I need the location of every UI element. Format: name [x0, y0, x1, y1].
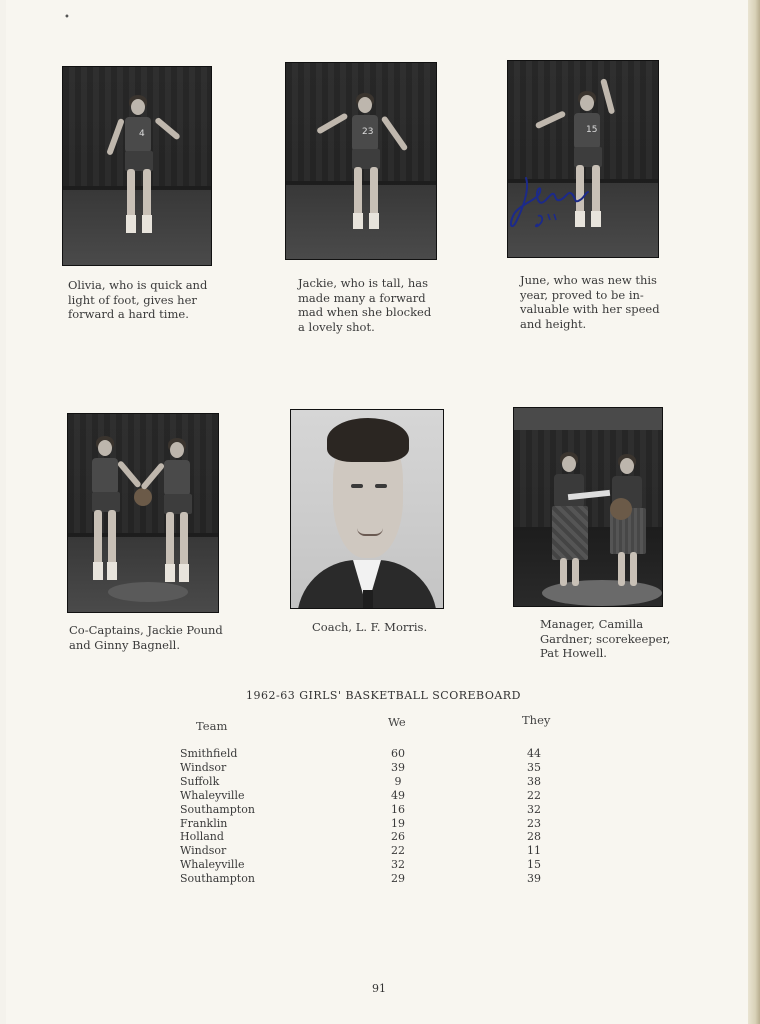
column-header-team: Team — [196, 719, 228, 733]
they-score-cell: 39 — [527, 872, 541, 886]
they-score-cell: 28 — [527, 830, 541, 844]
table-row — [0, 830, 760, 844]
caption-coach: Coach, L. F. Morris. — [312, 620, 428, 634]
they-score-cell: 35 — [527, 760, 541, 774]
they-score-cell: 23 — [527, 816, 541, 830]
table-row — [0, 775, 760, 789]
table-row — [0, 803, 760, 817]
team-cell: Windsor — [180, 844, 227, 858]
team-cell: Whaleyville — [180, 858, 245, 872]
basketball — [134, 488, 152, 506]
we-score-cell: 39 — [391, 760, 405, 774]
we-score-cell: 16 — [391, 802, 405, 816]
we-score-cell: 26 — [391, 830, 405, 844]
player-figure — [154, 438, 214, 598]
they-score-cell: 32 — [527, 802, 541, 816]
caption-co-captains: Co-Captains, Jackie Pound and Ginny Bagnell. — [69, 623, 223, 652]
team-cell: Southampton — [180, 872, 255, 886]
photo-co-captains — [67, 413, 219, 613]
we-score-cell: 60 — [391, 747, 405, 760]
we-score-cell: 22 — [391, 844, 405, 858]
column-header-they: They — [522, 713, 551, 727]
jersey-number: 15 — [586, 125, 598, 135]
manager-figure — [548, 452, 598, 602]
jersey-number: 4 — [139, 129, 145, 139]
table-row — [0, 761, 760, 775]
caption-manager: Manager, Camilla Gardner; scorekeeper, Pat Howell. — [540, 617, 671, 660]
we-score-cell: 19 — [391, 816, 405, 830]
table-row — [0, 817, 760, 831]
table-row — [0, 747, 760, 761]
caption-olivia: Olivia, who is quick and light of foot, gives her forward a hard time. — [68, 278, 208, 321]
we-score-cell: 32 — [391, 858, 405, 872]
they-score-cell: 11 — [527, 844, 541, 858]
team-cell: Suffolk — [180, 774, 220, 788]
table-row — [0, 858, 760, 872]
scoreboard-title: 1962-63 GIRLS' BASKETBALL SCOREBOARD — [246, 689, 521, 702]
we-score-cell: 49 — [391, 788, 405, 802]
photo-manager — [513, 407, 663, 607]
caption-jackie: Jackie, who is tall, has made many a forward mad when she blocked a lovely shot. — [298, 276, 432, 334]
team-cell: Windsor — [180, 760, 227, 774]
photo-olivia — [62, 66, 212, 266]
autograph-signature — [508, 170, 598, 240]
table-row — [0, 789, 760, 803]
photo-jackie — [285, 62, 437, 260]
caption-june: June, who was new this year, proved to be in-valuable with her speed and height. — [520, 273, 660, 331]
column-header-we: We — [388, 715, 406, 729]
they-score-cell: 38 — [527, 774, 541, 788]
scorekeeper-figure — [606, 454, 656, 604]
they-score-cell: 22 — [527, 788, 541, 802]
they-score-cell: 44 — [527, 747, 541, 760]
player-figure — [82, 436, 142, 596]
table-row — [0, 872, 760, 886]
we-score-cell: 9 — [394, 774, 402, 788]
jersey-number: 23 — [362, 127, 374, 137]
team-cell: Franklin — [180, 816, 228, 830]
team-cell: Holland — [180, 830, 224, 844]
table-row — [0, 844, 760, 858]
page-mark: • — [64, 12, 70, 23]
photo-coach — [290, 409, 444, 609]
player-figure — [107, 95, 177, 255]
player-figure — [326, 93, 406, 253]
basketball — [610, 498, 632, 520]
we-score-cell: 29 — [391, 872, 405, 886]
they-score-cell: 15 — [527, 858, 541, 872]
team-cell: Smithfield — [180, 747, 238, 760]
team-cell: Southampton — [180, 802, 255, 816]
team-cell: Whaleyville — [180, 788, 245, 802]
page-number: 91 — [372, 982, 386, 995]
